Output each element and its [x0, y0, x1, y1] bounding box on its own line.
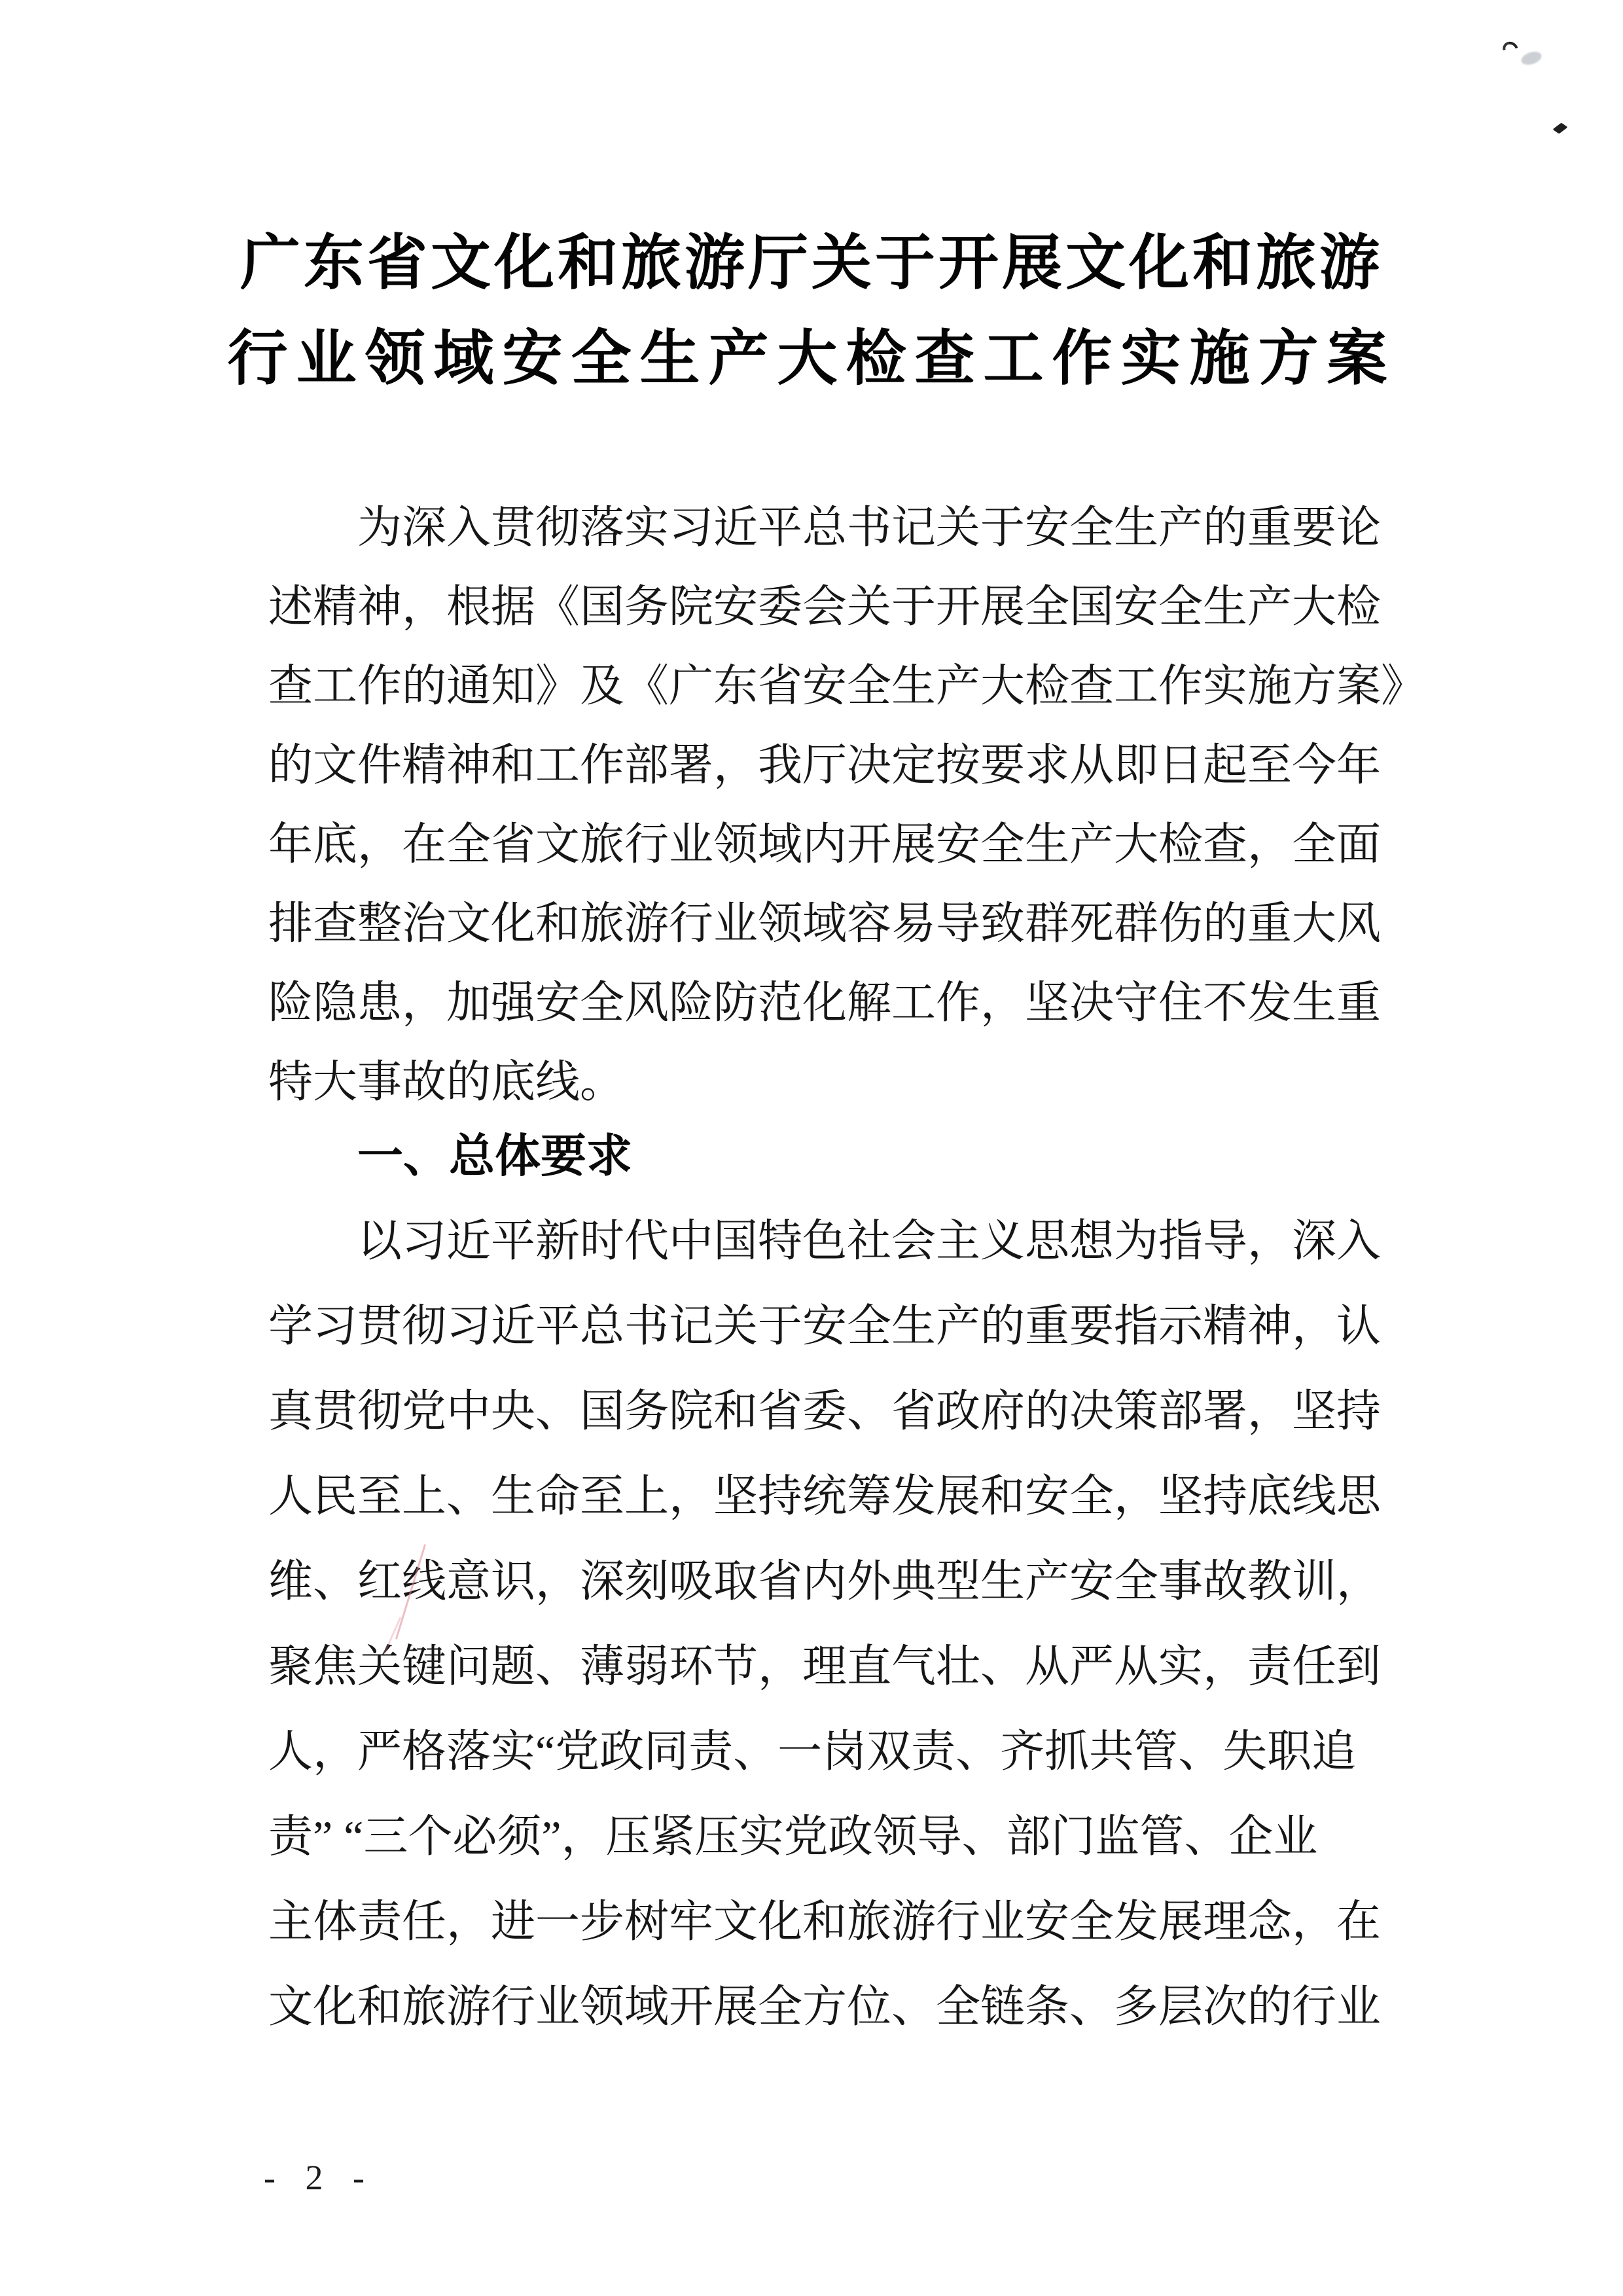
page-number: - 2 -: [264, 2158, 375, 2197]
body-line: 文化和旅游行业领域开展全方位、全链条、多层次的行业: [268, 1982, 1382, 2032]
body-line: 为深入贯彻落实习近平总书记关于安全生产的重要论: [357, 503, 1382, 552]
body-line: 特大事故的底线。: [268, 1057, 625, 1107]
body-line: 的文件精神和工作部署，我厅决定按要求从即日起至今年: [268, 740, 1382, 790]
body-line: 真贯彻党中央、国务院和省委、省政府的决策部署，坚持: [268, 1386, 1382, 1436]
document-title: [0, 215, 1623, 406]
body-line: 排查整治文化和旅游行业领域容易导致群死群伤的重大风: [268, 899, 1382, 948]
body-line: 险隐患，加强安全风险防范化解工作，坚决守住不发生重: [268, 978, 1382, 1028]
scan-speck-smudge: [1520, 49, 1543, 67]
scan-speck-dot: [1552, 122, 1567, 134]
body-line: 述精神，根据《国务院安委会关于开展全国安全生产大检: [268, 582, 1382, 632]
document-title-line-2: 行业领域安全生产大检查工作实施方案: [227, 323, 1396, 393]
body-line: 学习贯彻习近平总书记关于安全生产的重要指示精神，认: [268, 1301, 1382, 1351]
body-line: 维、红线意识，深刻吸取省内外典型生产安全事故教训，: [268, 1556, 1382, 1606]
body-line: 年底，在全省文旅行业领域内开展安全生产大检查，全面: [268, 819, 1382, 869]
body-line: 查工作的通知》及《广东省安全生产大检查工作实施方案》: [268, 661, 1426, 711]
body-line: 聚焦关键问题、薄弱环节，理直气壮、从严从实，责任到: [268, 1641, 1382, 1691]
body-line: 主体责任，进一步树牢文化和旅游行业安全发展理念，在: [268, 1897, 1382, 1946]
intro-paragraph: [268, 488, 1426, 1122]
general-requirements-paragraph: [268, 1198, 1394, 2049]
body-line: 人民至上、生命至上，坚持统筹发展和安全，坚持底线思: [268, 1471, 1382, 1521]
body-line: 责” “三个必须”，压紧压实党政领导、部门监管、企业: [268, 1812, 1318, 1861]
scan-speck-curl: [1500, 39, 1521, 59]
document-title-line-1: 广东省文化和旅游厅关于开展文化和旅游: [240, 228, 1383, 298]
body-line: 以习近平新时代中国特色社会主义思想为指导，深入: [357, 1216, 1382, 1266]
section-heading: 一、总体要求: [357, 1129, 632, 1183]
body-line: 人，严格落实“党政同责、一岗双责、齐抓共管、失职追: [268, 1727, 1357, 1776]
